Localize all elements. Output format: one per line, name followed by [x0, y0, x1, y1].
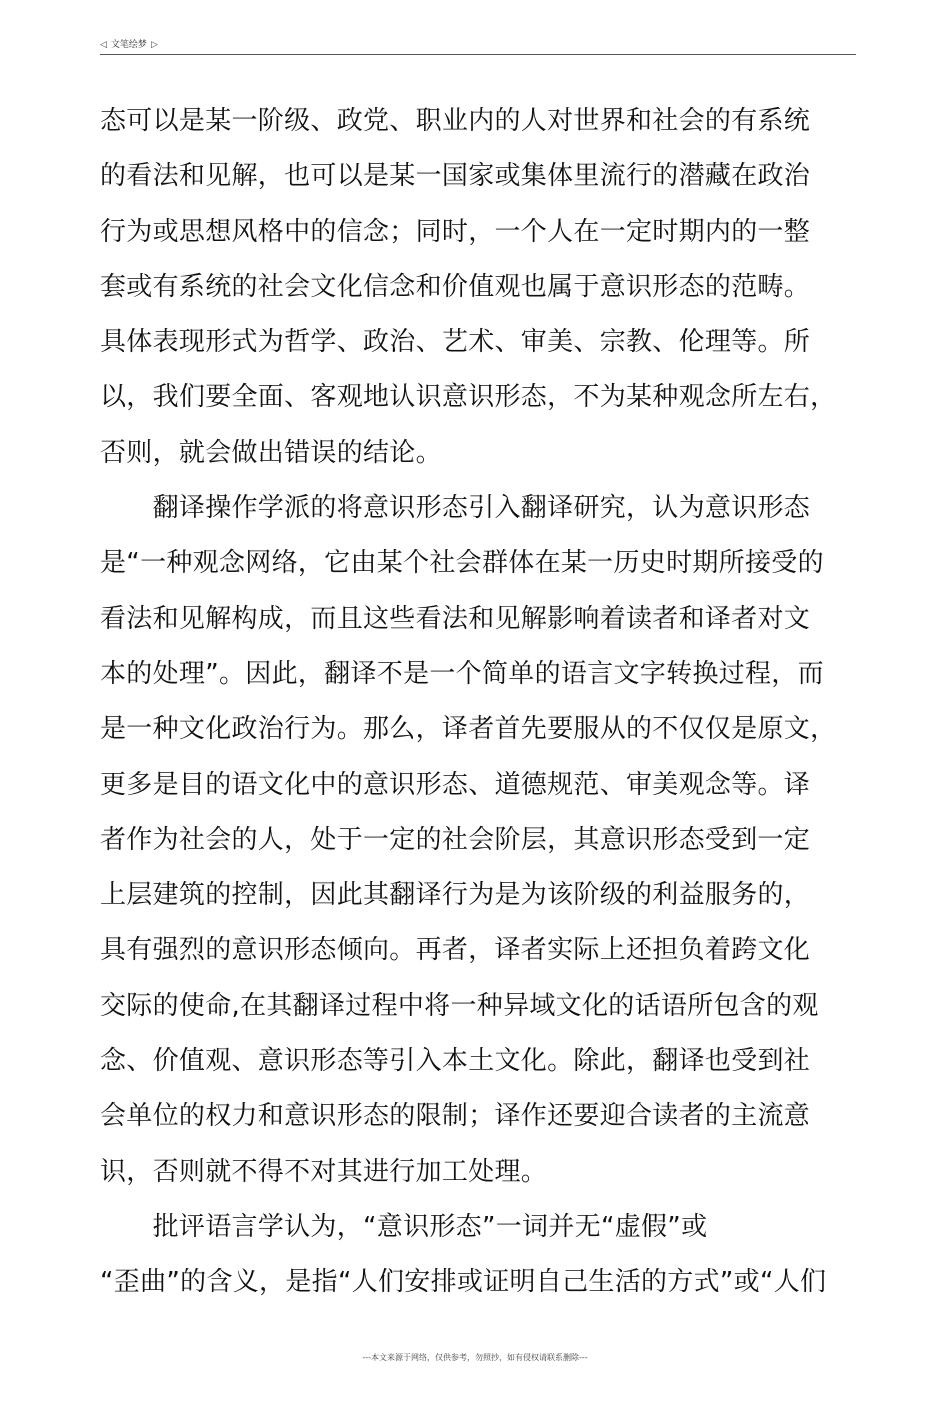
text-line: 本的处理”。因此，翻译不是一个简单的语言文字转换过程，而 — [100, 658, 824, 689]
text-line: “歪曲”的含义，是指“人们安排或证明自己生活的方式”或“人们 — [100, 1267, 827, 1298]
text-line: 具体表现形式为哲学、政治、艺术、审美、宗教、伦理等。所 — [100, 327, 811, 358]
header-title: 文笔绘梦 — [110, 40, 147, 50]
text-line: 的看法和见解，也可以是某一国家或集体里流行的潜藏在政治 — [100, 161, 811, 192]
text-line: 看法和见解构成，而且这些看法和见解影响着读者和译者对文 — [100, 603, 811, 634]
left-triangle-icon: ◁ — [100, 40, 107, 50]
text-line: 是一种文化政治行为。那么，译者首先要服从的不仅仅是原文， — [100, 714, 837, 745]
text-line: 具有强烈的意识形态倾向。再者，译者实际上还担负着跨文化 — [100, 935, 811, 966]
text-line: 批评语言学认为，“意识形态”一词并无“虚假”或 — [100, 1211, 708, 1242]
right-triangle-icon: ▷ — [150, 40, 158, 50]
document-body — [100, 94, 860, 1311]
text-line: 翻译操作学派的将意识形态引入翻译研究，认为意识形态 — [100, 493, 811, 524]
text-line: 念、价值观、意识形态等引入本土文化。除此，翻译也受到社 — [100, 1046, 811, 1077]
text-line: 识，否则就不得不对其进行加工处理。 — [100, 1156, 548, 1187]
text-line: 上层建筑的控制，因此其翻译行为是为该阶级的利益服务的， — [100, 880, 811, 911]
text-line: 者作为社会的人，处于一定的社会阶层，其意识形态受到一定 — [100, 824, 811, 855]
text-line: 更多是目的语文化中的意识形态、道德规范、审美观念等。译 — [100, 769, 811, 800]
page-header — [100, 38, 856, 55]
text-line: 是“一种观念网络，它由某个社会群体在某一历史时期所接受的 — [100, 548, 824, 579]
text-line: 态可以是某一阶级、政党、职业内的人对世界和社会的有系统 — [100, 106, 811, 136]
text-line: 套或有系统的社会文化信念和价值观也属于意识形态的范畴。 — [100, 271, 811, 302]
text-line: 会单位的权力和意识形态的限制；译作还要迎合读者的主流意 — [100, 1101, 811, 1132]
text-line: 否则，就会做出错误的结论。 — [100, 437, 442, 468]
text-line: 交际的使命,在其翻译过程中将一种异域文化的话语所包含的观 — [100, 990, 819, 1021]
page-footer: ---本文来源于网络，仅供参考，勿照抄，如有侵权请联系删除--- — [362, 1353, 588, 1362]
text-line: 行为或思想风格中的信念；同时，一个人在一定时期内的一整 — [100, 216, 811, 247]
text-line: 以，我们要全面、客观地认识意识形态，不为某种观念所左右， — [100, 382, 837, 413]
